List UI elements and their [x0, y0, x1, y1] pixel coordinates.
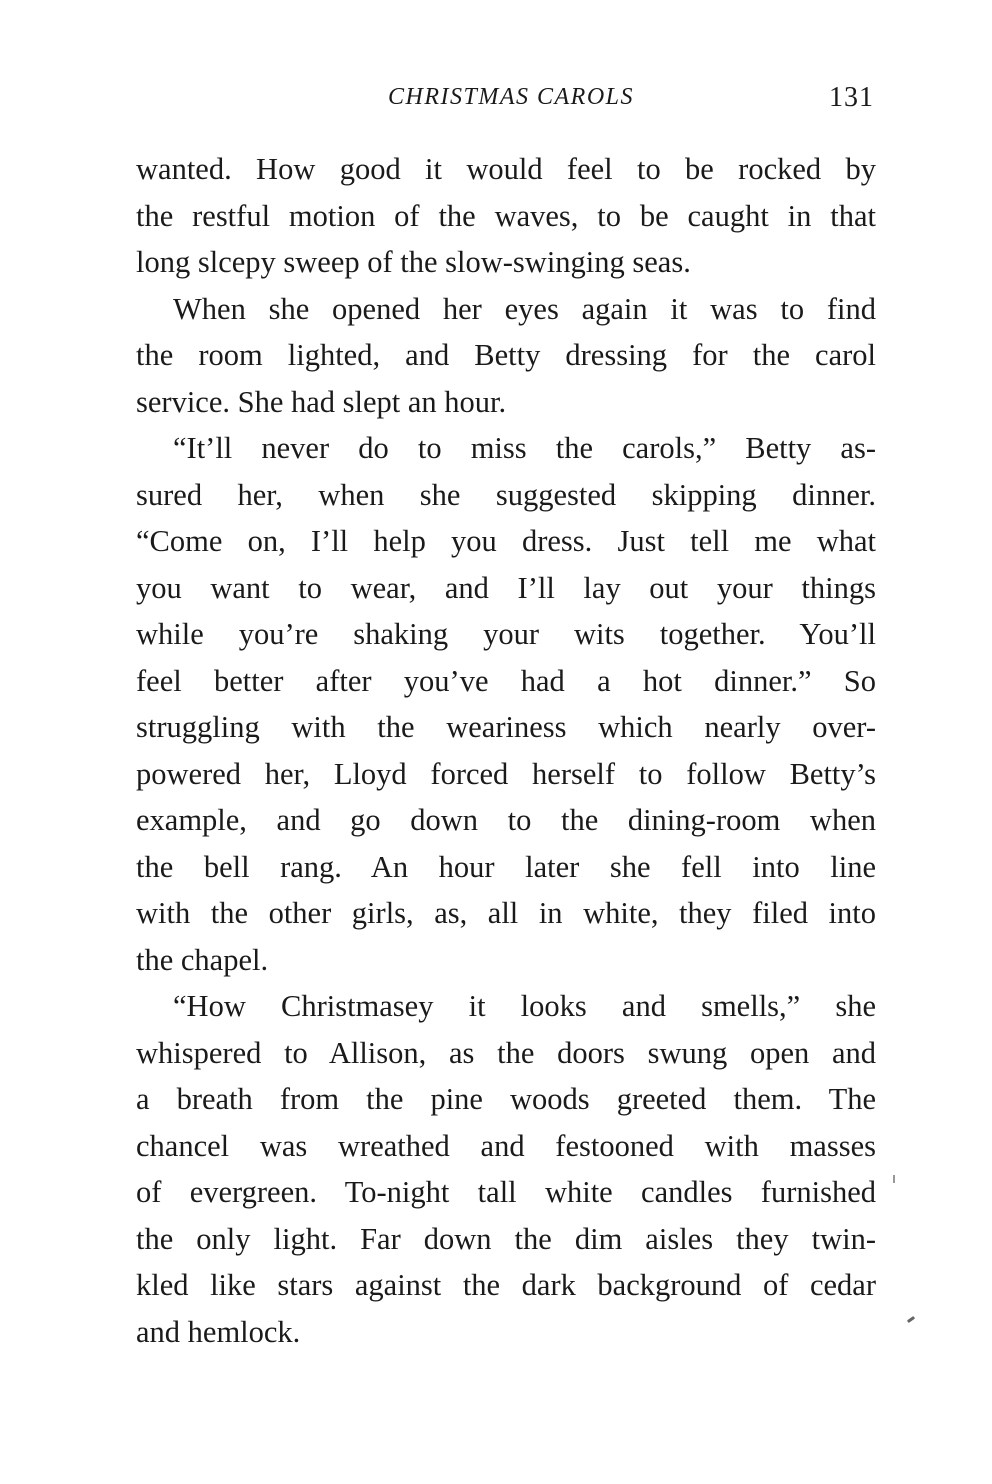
text-line: with the other girls, as, all in white, they filed into: [136, 896, 876, 930]
print-speck: [907, 1316, 915, 1323]
text-line: service. She had slept an hour.: [136, 384, 507, 419]
text-line: powered her, Lloyd forced herself to follow Betty’s: [136, 756, 876, 791]
text-line: feel better after you’ve had a hot dinner.” So: [136, 663, 876, 698]
text-line: “How Christmasey it looks and smells,” she: [173, 989, 876, 1023]
text-line: while you’re shaking your wits together. You’ll: [136, 617, 876, 651]
text-line: kled like stars against the dark background of cedar: [136, 1268, 876, 1302]
text-line: When she opened her eyes again it was to find: [173, 291, 876, 326]
paragraph: [136, 286, 876, 426]
text-line: long slcepy sweep of the slow-swinging seas.: [136, 245, 691, 279]
text-line: the chapel.: [136, 942, 269, 977]
text-line: wanted. How good it would feel to be rocked by: [136, 152, 876, 186]
paragraph: [136, 146, 876, 286]
text-line: the room lighted, and Betty dressing for the carol: [136, 338, 876, 372]
paragraph: [136, 425, 876, 983]
running-title: CHRISTMAS CAROLS: [388, 84, 634, 110]
text-line: example, and go down to the dining-room when: [136, 803, 876, 837]
print-mark: [893, 1175, 895, 1183]
text-line: the only light. Far down the dim aisles they twin-: [136, 1221, 876, 1256]
text-line: struggling with the weariness which nearly over-: [136, 710, 876, 744]
text-line: chancel was wreathed and festooned with masses: [136, 1128, 876, 1163]
text-line: and hemlock.: [136, 1314, 301, 1349]
text-line: the restful motion of the waves, to be caught in that: [136, 198, 876, 233]
running-head: [136, 84, 876, 118]
text-line: you want to wear, and I’ll lay out your things: [136, 570, 876, 605]
body-text: [136, 146, 876, 1355]
page-number: 131: [829, 82, 874, 113]
text-line: whispered to Allison, as the doors swung open and: [136, 1035, 876, 1070]
text-line: “Come on, I’ll help you dress. Just tell me what: [136, 524, 876, 558]
text-line: a breath from the pine woods greeted them. The: [136, 1082, 876, 1116]
text-line: of evergreen. To-night tall white candles furnished: [136, 1175, 876, 1209]
text-line: “It’ll never do to miss the carols,” Betty as-: [173, 431, 876, 465]
text-line: sured her, when she suggested skipping dinner.: [136, 477, 876, 512]
text-line: the bell rang. An hour later she fell into line: [136, 849, 876, 884]
paragraph: [136, 983, 876, 1355]
